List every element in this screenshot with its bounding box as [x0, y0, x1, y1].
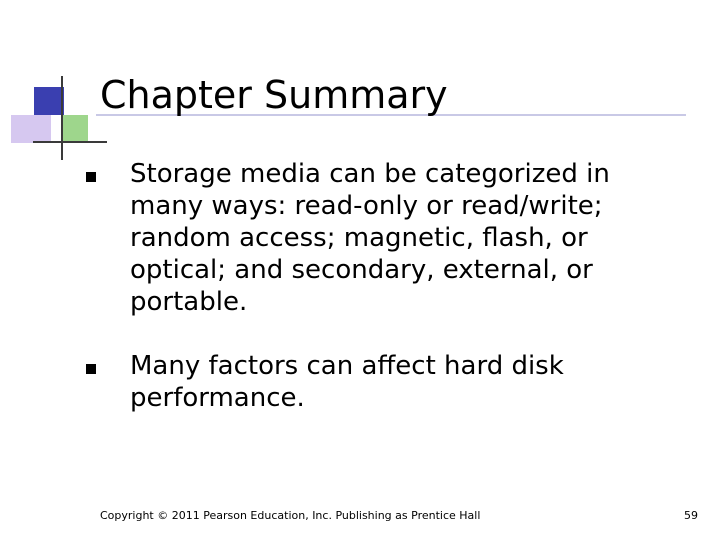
logo-vertical-line: [61, 76, 63, 160]
logo-green-square: [62, 115, 88, 143]
bullet-text: Storage media can be categorized in many ways: read-only or read/write; random access; magnetic, flash, or optical; and secondary, external, or portable.: [130, 159, 610, 317]
copyright-footer: Copyright © 2011 Pearson Education, Inc. Publishing as Prentice Hall: [100, 509, 481, 522]
logo-blue-square: [34, 87, 64, 115]
square-bullet-icon: [86, 172, 96, 182]
square-bullet-icon: [86, 364, 96, 374]
slide-title: Chapter Summary: [100, 73, 448, 117]
bullet-text: Many factors can affect hard disk performance.: [130, 351, 564, 413]
logo-lavender-square: [11, 115, 51, 143]
logo-horizontal-line: [33, 141, 107, 143]
page-number: 59: [684, 509, 698, 522]
